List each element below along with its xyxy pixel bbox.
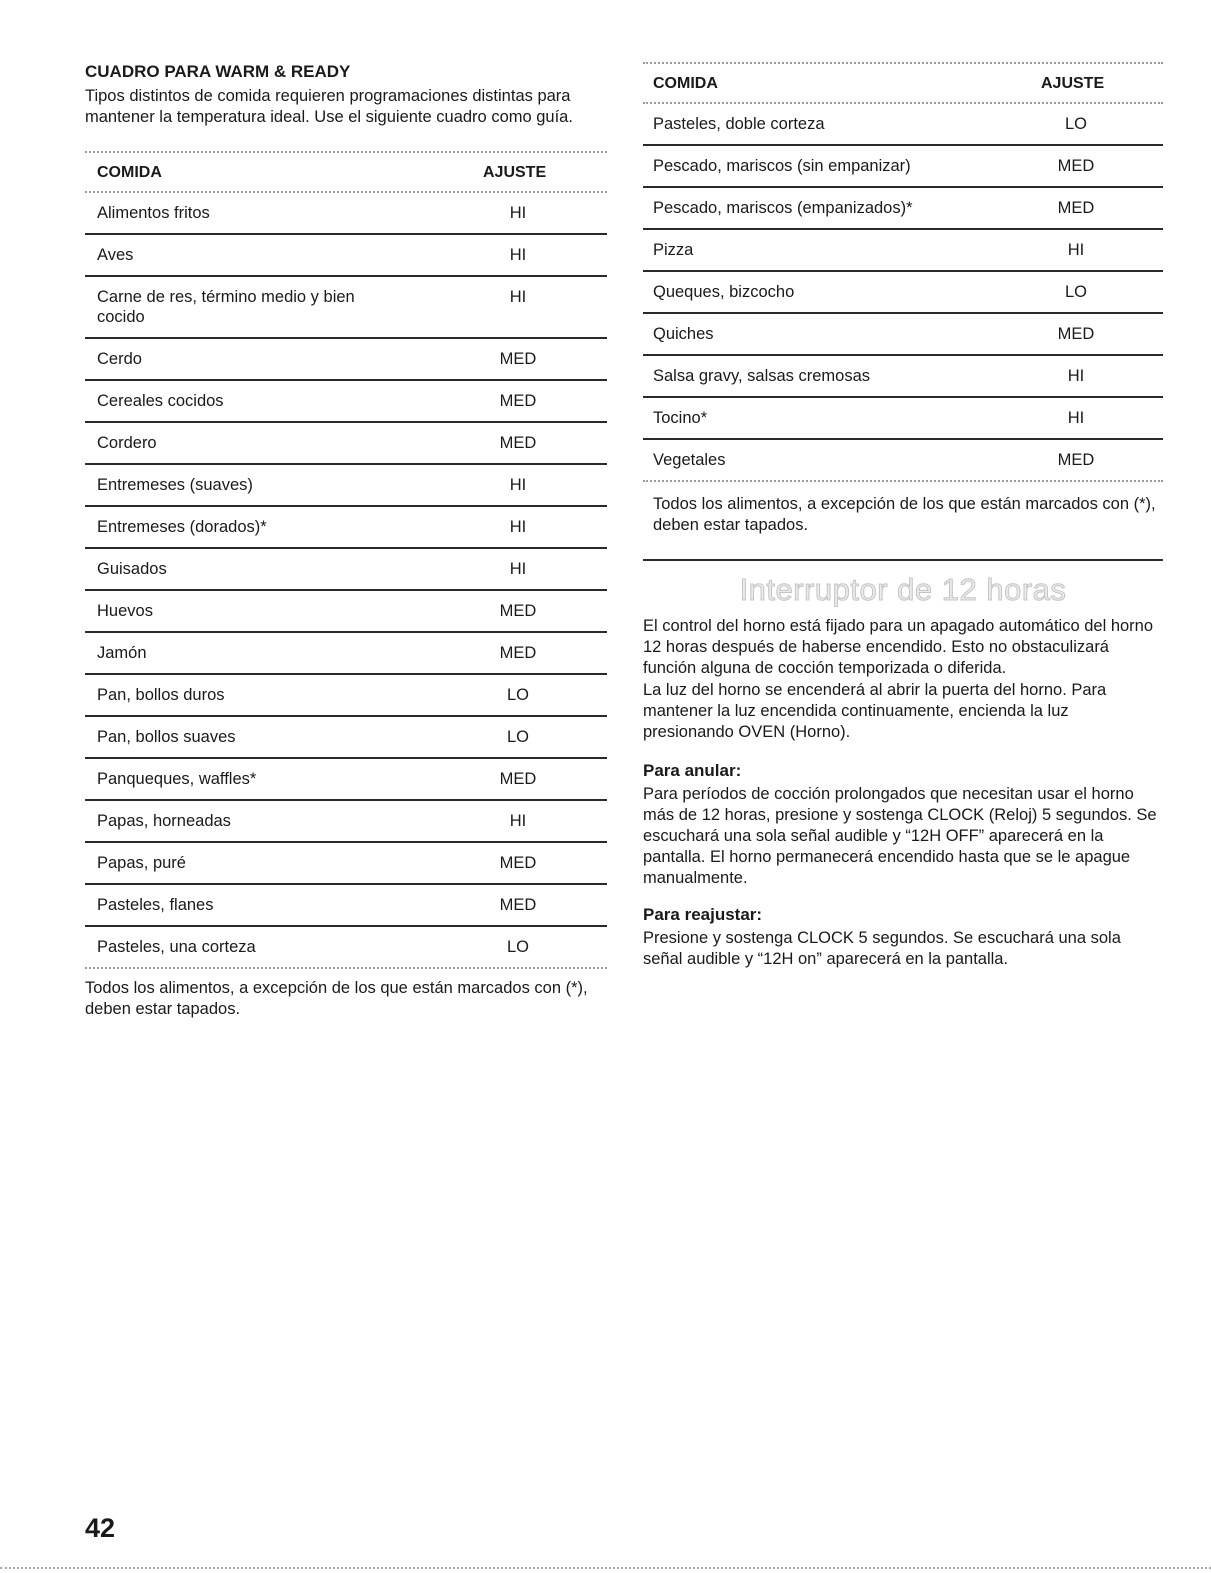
table-body <box>85 193 607 967</box>
table-row <box>85 759 607 801</box>
reset-heading: Para reajustar: <box>643 905 763 924</box>
paragraph-auto-off: El control del horno está fijado para un apagado automático del horno 12 horas después de haberse encendido. Esto no obstaculizará función alguna de cocción temporizada o diferida. <box>643 617 1154 677</box>
table-row <box>85 277 607 339</box>
table-row <box>85 843 607 885</box>
cancel-text: Para períodos de cocción prolongados que necesitan usar el horno más de 12 horas, presione y sostenga CLOCK (Reloj) 5 segundos. Se escuchará una sola señal audible y “12H OFF” aparecerá en la pantalla. El horno permanecerá encendido hasta que se le apague manualmente. <box>643 785 1157 887</box>
table-row <box>85 801 607 843</box>
setting-value: HI <box>509 476 527 494</box>
setting-value: MED <box>499 644 537 662</box>
section-heading: Interruptor de 12 horas <box>739 572 1067 607</box>
table-header <box>85 153 607 191</box>
setting-value: MED <box>1057 157 1095 175</box>
table-note-left: Todos los alimentos, a excepción de los que están marcados con (*), deben estar tapados. <box>85 979 588 1018</box>
table-row <box>85 885 607 927</box>
food-name: Quiches <box>653 325 714 343</box>
food-name: Pescado, mariscos (sin empanizar) <box>653 157 911 175</box>
food-name: Alimentos fritos <box>97 204 210 222</box>
food-name: Tocino* <box>653 409 708 427</box>
table-row <box>85 591 607 633</box>
table-note-right: Todos los alimentos, a excepción de los que están marcados con (*), deben estar tapados. <box>653 495 1156 534</box>
table-row <box>85 717 607 759</box>
setting-value: HI <box>1067 409 1085 427</box>
food-name: Guisados <box>97 560 167 578</box>
food-name: Aves <box>97 246 134 264</box>
setting-value: LO <box>506 728 529 746</box>
chart-title: CUADRO PARA WARM & READY <box>85 62 351 81</box>
food-name: Papas, horneadas <box>97 812 231 830</box>
setting-value: HI <box>1067 241 1085 259</box>
food-name: Entremeses (dorados)* <box>97 518 267 536</box>
table-row <box>643 230 1163 272</box>
header-food: COMIDA <box>97 164 162 181</box>
table-row <box>85 423 607 465</box>
table-row <box>85 339 607 381</box>
food-name: Jamón <box>97 644 147 662</box>
page-number: 42 <box>85 1513 116 1543</box>
setting-value: MED <box>499 854 537 872</box>
table-bottom-rule <box>85 967 607 969</box>
cancel-heading: Para anular: <box>643 761 742 780</box>
table-row <box>643 104 1163 146</box>
setting-value: HI <box>509 560 527 578</box>
table-row <box>643 188 1163 230</box>
table-row <box>643 356 1163 398</box>
page-bottom-rule <box>0 1567 1211 1569</box>
table-row <box>643 314 1163 356</box>
food-name: Entremeses (suaves) <box>97 476 253 494</box>
table-row <box>85 633 607 675</box>
food-name: Cerdo <box>97 350 142 368</box>
table-row <box>643 440 1163 480</box>
setting-value: HI <box>509 518 527 536</box>
food-name: Pan, bollos suaves <box>97 728 236 746</box>
food-name: Papas, puré <box>97 854 186 872</box>
chart-intro: Tipos distintos de comida requieren programaciones distintas para mantener la temperatura ideal. Use el siguiente cuadro como guía. <box>85 87 573 126</box>
setting-value: MED <box>499 770 537 788</box>
table-row <box>85 235 607 277</box>
food-name: Vegetales <box>653 451 726 469</box>
setting-value: LO <box>1064 115 1087 133</box>
table-header <box>643 64 1163 102</box>
food-name: Salsa gravy, salsas cremosas <box>653 367 871 385</box>
setting-value: LO <box>506 686 529 704</box>
table-row <box>85 675 607 717</box>
table-row <box>85 465 607 507</box>
setting-value: MED <box>1057 451 1095 469</box>
setting-value: HI <box>509 204 527 222</box>
setting-value: MED <box>499 350 537 368</box>
table-row <box>643 272 1163 314</box>
setting-value: HI <box>509 812 527 830</box>
setting-value: LO <box>506 938 529 956</box>
table-row <box>643 398 1163 440</box>
reset-text: Presione y sostenga CLOCK 5 segundos. Se escuchará una sola señal audible y “12H on” aparecerá en la pantalla. <box>643 929 1121 968</box>
setting-value: MED <box>1057 199 1095 217</box>
food-name: Queques, bizcocho <box>653 283 795 301</box>
food-name: Cereales cocidos <box>97 392 224 410</box>
food-name: Carne de res, término medio y bien cocido <box>97 288 355 326</box>
section-divider <box>643 559 1163 561</box>
food-table-left <box>85 151 607 969</box>
food-name: Pasteles, flanes <box>97 896 214 914</box>
setting-value: HI <box>1067 367 1085 385</box>
food-name: Panqueques, waffles* <box>97 770 257 788</box>
food-name: Pasteles, una corteza <box>97 938 256 956</box>
setting-value: HI <box>509 288 527 306</box>
table-row <box>643 146 1163 188</box>
food-table-right <box>643 62 1163 482</box>
setting-value: MED <box>499 434 537 452</box>
table-row <box>85 927 607 967</box>
header-setting: AJUSTE <box>483 164 547 181</box>
setting-value: HI <box>509 246 527 264</box>
food-name: Pizza <box>653 241 694 259</box>
setting-value: MED <box>499 602 537 620</box>
header-food: COMIDA <box>653 75 718 92</box>
table-row <box>85 549 607 591</box>
table-bottom-rule <box>643 480 1163 482</box>
table-row <box>85 381 607 423</box>
food-name: Pan, bollos duros <box>97 686 225 704</box>
food-name: Pescado, mariscos (empanizados)* <box>653 199 913 217</box>
food-name: Pasteles, doble corteza <box>653 115 825 133</box>
setting-value: MED <box>499 392 537 410</box>
table-body <box>643 104 1163 480</box>
food-name: Huevos <box>97 602 153 620</box>
table-row <box>85 193 607 235</box>
paragraph-oven-light: La luz del horno se encenderá al abrir la puerta del horno. Para mantener la luz encendida continuamente, encienda la luz presionando OVEN (Horno). <box>643 681 1107 741</box>
setting-value: MED <box>499 896 537 914</box>
food-name: Cordero <box>97 434 157 452</box>
setting-value: LO <box>1064 283 1087 301</box>
header-setting: AJUSTE <box>1041 75 1105 92</box>
table-row <box>85 507 607 549</box>
setting-value: MED <box>1057 325 1095 343</box>
